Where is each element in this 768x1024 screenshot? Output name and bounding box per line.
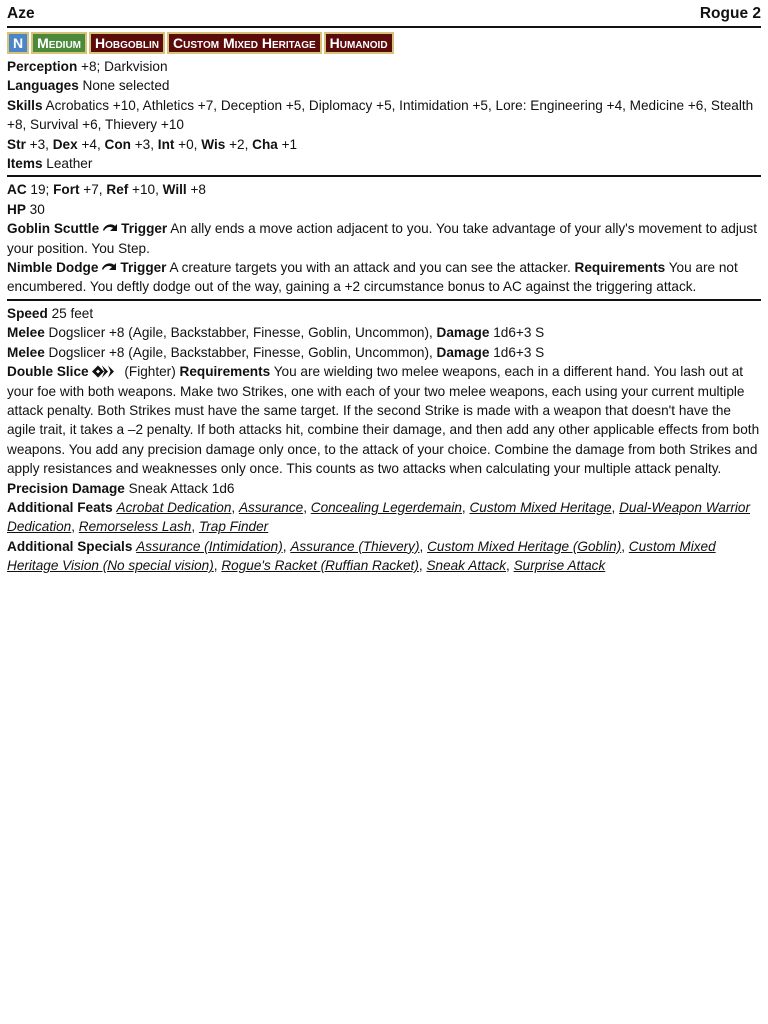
trait-creature-type: Humanoid bbox=[324, 32, 394, 54]
skills-line: Skills Acrobatics +10, Athletics +7, Deception +5, Diplomacy +5, Intimidation +5, Lore: Engineering +4, Medicine +6, Stealth +8, Survival +6, Thievery +10 bbox=[7, 97, 754, 133]
speed-line: Speed 25 feet bbox=[7, 305, 94, 321]
two-actions-icon bbox=[91, 364, 119, 379]
feat-link[interactable]: Assurance bbox=[238, 499, 304, 515]
special-link[interactable]: Surprise Attack bbox=[513, 558, 606, 574]
ability-scores-line: Str +3, Dex +4, Con +3, Int +0, Wis +2, Cha +1 bbox=[7, 136, 298, 152]
perception-line: Perception +8; Darkvision bbox=[7, 59, 168, 74]
trait-list bbox=[7, 32, 761, 54]
feat-link[interactable]: Concealing Legerdemain bbox=[310, 499, 462, 515]
trait-size: Medium bbox=[31, 32, 87, 54]
feat-link[interactable]: Custom Mixed Heritage bbox=[469, 499, 612, 515]
class-level: Rogue 2 bbox=[699, 5, 761, 22]
special-link[interactable]: Rogue's Racket (Ruffian Racket) bbox=[221, 558, 419, 574]
additional-feats-line: Additional Feats Acrobat Dedication, Assurance, Concealing Legerdemain, Custom Mixed Heritage, Dual-Weapon Warrior Dedication, Remorseless Lash, Trap Finder bbox=[7, 499, 751, 535]
reaction-icon bbox=[100, 260, 118, 275]
additional-specials-line: Additional Specials Assurance (Intimidation), Assurance (Thievery), Custom Mixed Heritage (Goblin), Custom Mixed Heritage Vision (No special vision), Rogue's Racket (Ruffian Racket), Sneak Attack, Surprise Attack bbox=[7, 538, 716, 574]
trait-heritage: Custom Mixed Heritage bbox=[167, 32, 322, 54]
section-divider bbox=[7, 299, 761, 301]
stat-block-header bbox=[7, 4, 761, 28]
trait-alignment: N bbox=[7, 32, 29, 54]
reaction-icon bbox=[101, 221, 119, 236]
hp-line: HP 30 bbox=[7, 201, 45, 217]
items-line: Items Leather bbox=[7, 156, 93, 172]
melee-strike: Melee Dogslicer +8 (Agile, Backstabber, Finesse, Goblin, Uncommon), Damage 1d6+3 S bbox=[7, 344, 545, 360]
languages-line: Languages None selected bbox=[7, 78, 170, 94]
special-link[interactable]: Custom Mixed Heritage (Goblin) bbox=[427, 538, 622, 554]
special-link[interactable]: Custom Mixed Heritage Vision (No special vision) bbox=[7, 538, 716, 574]
precision-damage-line: Precision Damage Sneak Attack 1d6 bbox=[7, 480, 235, 496]
special-link[interactable]: Assurance (Thievery) bbox=[290, 538, 420, 554]
reaction-nimble-dodge: Nimble Dodge Trigger A creature targets you with an attack and you can see the attacker. Requirements You are not encumbered. You deftly dodge out of the way, gaining a +2 circumstance bonus to AC against the triggering attack. bbox=[7, 260, 738, 295]
feat-link[interactable]: Trap Finder bbox=[198, 519, 269, 535]
feat-link[interactable]: Dual-Weapon Warrior Dedication bbox=[7, 499, 751, 535]
defenses-line: AC 19; Fort +7, Ref +10, Will +8 bbox=[7, 182, 206, 198]
section-divider bbox=[7, 175, 761, 177]
melee-strike: Melee Dogslicer +8 (Agile, Backstabber, Finesse, Goblin, Uncommon), Damage 1d6+3 S bbox=[7, 325, 545, 341]
special-link[interactable]: Sneak Attack bbox=[426, 558, 507, 574]
character-name: Aze bbox=[7, 5, 35, 22]
special-link[interactable]: Assurance (Intimidation) bbox=[136, 538, 283, 554]
reaction-goblin-scuttle: Goblin Scuttle Trigger An ally ends a move action adjacent to you. You take advantage of your ally's movement to adjust your position. You Step. bbox=[7, 221, 757, 256]
feat-link[interactable]: Remorseless Lash bbox=[78, 519, 192, 535]
double-slice-action: Double Slice (Fighter) Requirements You are wielding two melee weapons, each in a different hand. You lash out at your foe with both weapons. Make two Strikes, one with each of your two melee weapons, each using your current multiple attack penalty. Both Strikes must have the same target. If the second Strike is made with a weapon that doesn't have the agile trait, it takes a –2 penalty. If both attacks hit, combine their damage, and then add any other applicable effects from both weapons. You add any precision damage only once, to the attack of your choice. Combine the damage from both Strikes and apply resistances and weaknesses only once. This counts as two attacks when calculating your multiple attack penalty. bbox=[7, 364, 760, 477]
trait-ancestry: Hobgoblin bbox=[89, 32, 165, 54]
feat-link[interactable]: Acrobat Dedication bbox=[116, 499, 232, 515]
